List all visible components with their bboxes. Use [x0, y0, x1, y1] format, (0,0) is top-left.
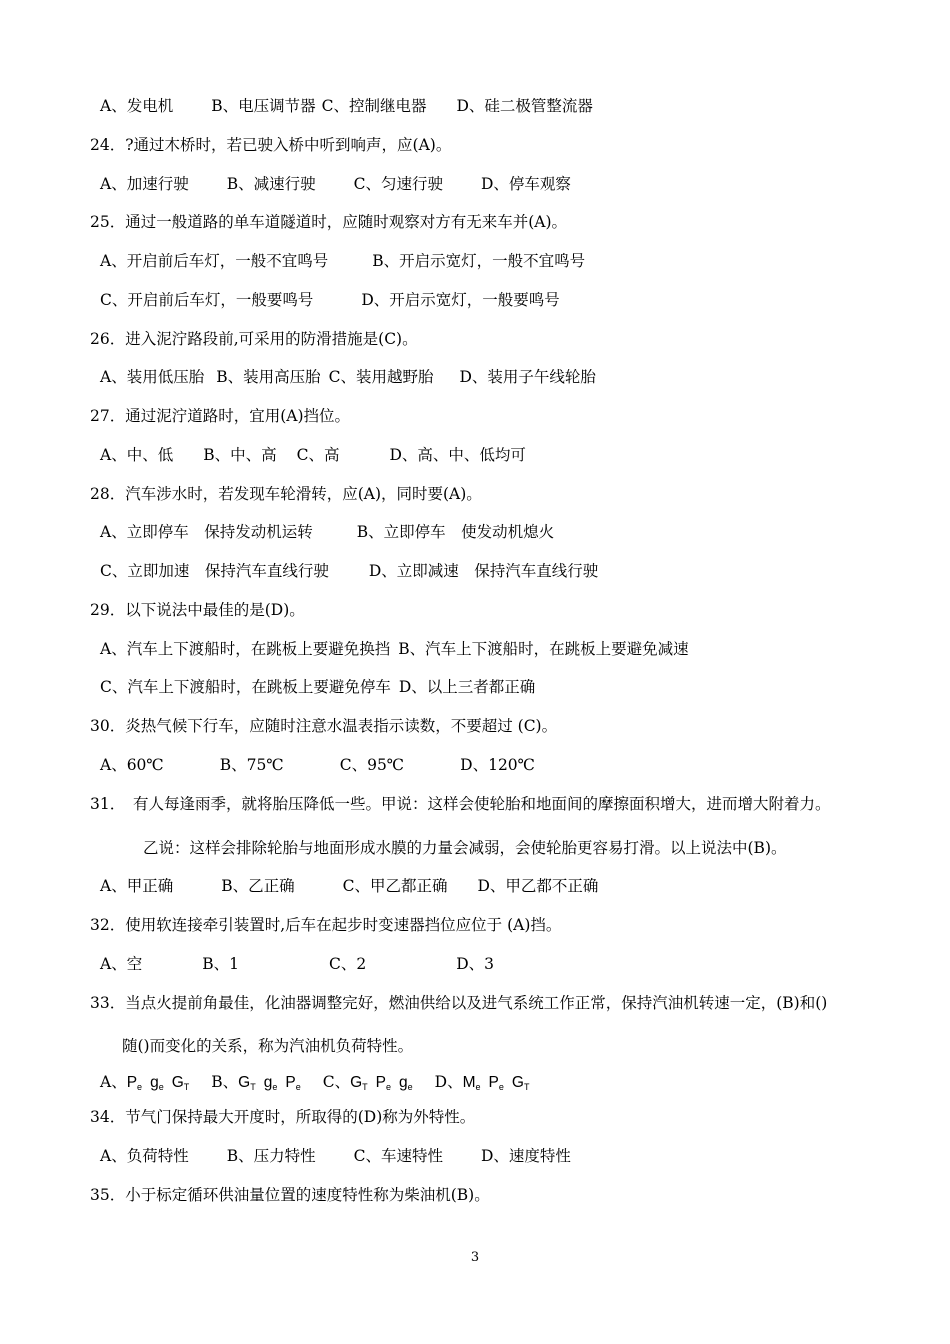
option-item: B、中、高	[203, 446, 277, 464]
option-item: C、高	[296, 446, 340, 464]
symbol-term: $g_e$	[150, 1074, 164, 1092]
symbol-term: $P_e$	[126, 1074, 143, 1092]
symbol-term: $M_e$	[462, 1074, 481, 1092]
question-line: 乙说：这样会排除轮胎与地面形成水膜的力量会减弱，会使轮胎更容易打滑。以上说法中(B)。	[143, 839, 787, 857]
option-item: C、匀速行驶	[353, 175, 443, 193]
option-item: C、2	[328, 955, 367, 973]
option-item: A、汽车上下渡船时，在跳板上要避免换挡	[100, 640, 391, 658]
symbol-term: $G_T$	[350, 1074, 368, 1092]
options-line	[100, 174, 571, 194]
symbol-term: $g_e$	[263, 1074, 278, 1092]
question-line: 29．以下说法中最佳的是(D)。	[90, 601, 305, 619]
page-number: 3	[470, 1250, 480, 1265]
option-item: A、负荷特性	[100, 1147, 189, 1165]
option-item: D、甲乙都不正确	[477, 877, 599, 895]
question-line: 33．当点火提前角最佳，化油器调整完好，燃油供给以及进气系统工作正常，保持汽油机转速一定，(B)和()	[90, 994, 828, 1012]
option-item: A、$P_e$ $g_e$ $G_T$	[100, 1073, 190, 1092]
option-item: D、开启示宽灯，一般要鸣号	[361, 291, 560, 309]
option-item: C、开启前后车灯，一般要鸣号	[100, 291, 314, 309]
option-item: B、$G_T$ $g_e$ $P_e$	[211, 1073, 301, 1092]
option-item: D、立即减速 保持汽车直线行驶	[368, 562, 599, 580]
option-item: C、立即加速 保持汽车直线行驶	[100, 562, 329, 580]
option-item: A、发电机	[100, 97, 174, 115]
question-line: 35．小于标定循环供油量位置的速度特性称为柴油机(B)。	[90, 1186, 490, 1204]
option-item: B、乙正确	[221, 877, 295, 895]
option-item: C、汽车上下渡船时，在跳板上要避免停车	[100, 678, 391, 696]
option-item: A、中、低	[100, 446, 174, 464]
question-line: 34．节气门保持最大开度时，所取得的(D)称为外特性。	[90, 1108, 476, 1126]
option-item: B、75℃	[219, 756, 284, 774]
options-line	[100, 677, 535, 697]
options-line	[100, 561, 598, 581]
options-line	[100, 755, 535, 775]
options-line	[100, 251, 585, 271]
question-line: 25．通过一般道路的单车道隧道时，应随时观察对方有无来车并(A)。	[90, 213, 568, 231]
option-item: D、$M_e$ $P_e$ $G_T$	[434, 1073, 530, 1092]
option-item: C、甲乙都正确	[342, 877, 448, 895]
options-line	[100, 445, 526, 465]
option-item: D、以上三者都正确	[398, 678, 536, 696]
options-line	[100, 367, 596, 387]
question-line: 30．炎热气候下行车，应随时注意水温表指示读数，不要超过 (C)。	[90, 717, 558, 735]
option-item: C、控制继电器	[321, 97, 427, 115]
option-item: D、装用子午线轮胎	[459, 368, 596, 386]
option-item: D、3	[456, 955, 494, 973]
option-item: B、电压调节器	[211, 97, 316, 115]
option-item: D、速度特性	[480, 1147, 571, 1165]
options-line	[100, 954, 494, 974]
question-line: 28．汽车涉水时，若发现车轮滑转，应(A)，同时要(A)。	[90, 485, 482, 503]
symbol-term: $P_e$	[375, 1074, 392, 1092]
question-line: 26．进入泥泞路段前,可采用的防滑措施是(C)。	[90, 330, 418, 348]
option-item: D、硅二极管整流器	[456, 97, 593, 115]
option-item: B、减速行驶	[226, 175, 316, 193]
option-item: B、开启示宽灯，一般不宜鸣号	[372, 252, 586, 270]
symbol-term: $P_e$	[285, 1074, 301, 1092]
option-item: A、甲正确	[100, 877, 174, 895]
option-item: B、装用高压胎	[216, 368, 321, 386]
question-line: 随()而变化的关系，称为汽油机负荷特性。	[122, 1037, 414, 1055]
option-item: A、开启前后车灯，一般不宜鸣号	[100, 252, 329, 270]
option-item: A、60℃	[100, 756, 164, 774]
question-line: 27．通过泥泞道路时，宜用(A)挡位。	[90, 407, 351, 425]
option-item: A、空	[100, 955, 143, 973]
symbol-term: $G_T$	[238, 1074, 256, 1092]
option-item: D、停车观察	[480, 175, 571, 193]
question-line: 24．?通过木桥时，若已驶入桥中听到响声，应(A)。	[90, 136, 452, 154]
option-item: B、压力特性	[226, 1147, 316, 1165]
option-item: C、95℃	[339, 756, 405, 774]
option-item: B、1	[202, 955, 239, 973]
option-item: D、120℃	[460, 756, 536, 774]
symbol-term: $G_T$	[511, 1074, 530, 1092]
symbol-term: $g_e$	[399, 1074, 413, 1092]
option-item: B、汽车上下渡船时，在跳板上要避免减速	[398, 640, 689, 658]
question-line: 32．使用软连接牵引装置时,后车在起步时变速器挡位应位于 (A)挡。	[90, 916, 562, 934]
q33-options	[100, 1072, 529, 1097]
options-line	[100, 639, 689, 659]
options-line	[100, 1146, 571, 1166]
options-line	[100, 290, 560, 310]
symbol-term: $P_e$	[488, 1074, 504, 1092]
options-line	[100, 96, 593, 116]
question-line: 31． 有人每逢雨季，就将胎压降低一些。甲说：这样会使轮胎和地面间的摩擦面积增大，进而增大附着力。	[90, 795, 831, 813]
option-item: A、加速行驶	[100, 175, 189, 193]
option-item: C、$G_T$ $P_e$ $g_e$	[322, 1073, 413, 1092]
option-item: A、立即停车 保持发动机运转	[100, 523, 313, 541]
option-item: C、装用越野胎	[328, 368, 434, 386]
option-item: B、立即停车 使发动机熄火	[356, 523, 555, 541]
options-line	[100, 876, 598, 896]
symbol-term: $G_T$	[171, 1074, 190, 1092]
options-line	[100, 522, 554, 542]
option-item: C、车速特性	[353, 1147, 443, 1165]
option-item: A、装用低压胎	[100, 368, 205, 386]
option-item: D、高、中、低均可	[389, 446, 526, 464]
